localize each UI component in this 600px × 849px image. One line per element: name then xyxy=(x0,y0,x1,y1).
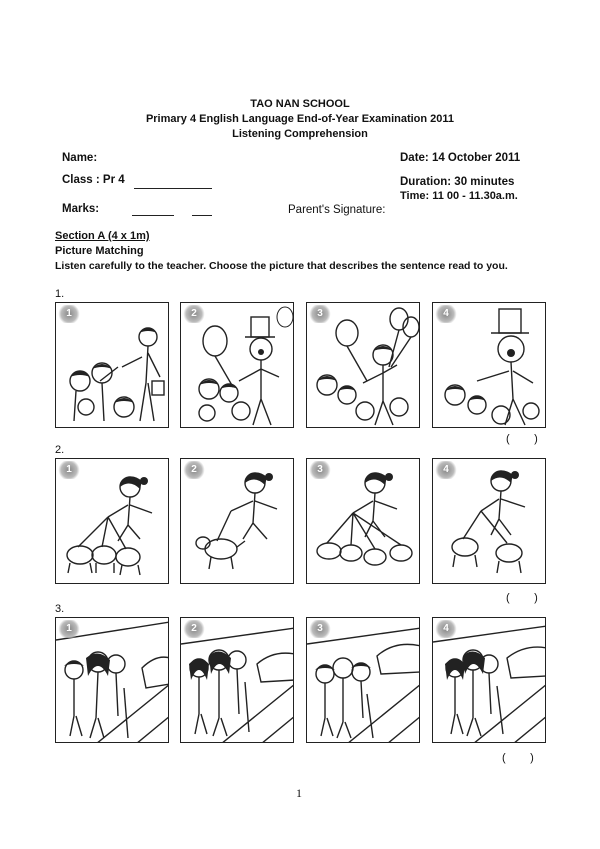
question-number: 2. xyxy=(55,444,65,456)
class-blank xyxy=(134,187,212,189)
picture-number: 4 xyxy=(435,620,457,638)
q2-picture-4[interactable] xyxy=(432,458,546,584)
school-name: TAO NAN SCHOOL xyxy=(250,98,350,110)
exam-title: Primary 4 English Language End-of-Year Examination 2011 xyxy=(145,113,455,125)
section-subtitle: Picture Matching xyxy=(55,245,144,257)
q3-picture-1[interactable] xyxy=(55,617,169,743)
picture-number: 4 xyxy=(435,305,457,323)
picture-number: 3 xyxy=(309,461,331,479)
duration-text: Duration: 30 minutes xyxy=(400,176,515,188)
q1-picture-4[interactable] xyxy=(432,302,546,428)
section-instruction: Listen carefully to the teacher. Choose the picture that describes the sentence read to you. xyxy=(55,260,508,272)
q2-picture-1[interactable] xyxy=(55,458,169,584)
date-text: Date: 14 October 2011 xyxy=(400,152,521,164)
picture-number: 1 xyxy=(58,305,80,323)
marks-blank-1 xyxy=(132,214,174,216)
picture-number: 3 xyxy=(309,305,331,323)
name-label: Name: xyxy=(62,152,98,164)
picture-number: 4 xyxy=(435,461,457,479)
picture-number: 3 xyxy=(309,620,331,638)
q1-picture-1[interactable] xyxy=(55,302,169,428)
marks-label: Marks: xyxy=(62,203,100,215)
class-label: Class : Pr 4 xyxy=(62,174,125,186)
q2-picture-3[interactable] xyxy=(306,458,420,584)
answer-bracket[interactable]: ( ) xyxy=(506,433,538,445)
q1-picture-3[interactable] xyxy=(306,302,420,428)
q3-picture-2[interactable] xyxy=(180,617,294,743)
q3-picture-3[interactable] xyxy=(306,617,420,743)
section-title: Section A (4 x 1m) xyxy=(55,230,150,242)
picture-number: 1 xyxy=(58,461,80,479)
paper-title: Listening Comprehension xyxy=(232,128,368,140)
q3-picture-4[interactable] xyxy=(432,617,546,743)
q1-picture-2[interactable] xyxy=(180,302,294,428)
q2-picture-2[interactable] xyxy=(180,458,294,584)
question-number: 3. xyxy=(55,603,65,615)
marks-blank-2 xyxy=(192,214,212,216)
question-number: 1. xyxy=(55,288,65,300)
answer-bracket[interactable]: ( ) xyxy=(502,752,534,764)
picture-number: 1 xyxy=(58,620,80,638)
parent-signature-label: Parent's Signature: xyxy=(288,204,386,216)
time-text: Time: 11 00 - 11.30a.m. xyxy=(400,190,518,202)
picture-number: 2 xyxy=(183,305,205,323)
picture-number: 2 xyxy=(183,620,205,638)
answer-bracket[interactable]: ( ) xyxy=(506,592,538,604)
page-number: 1 xyxy=(296,786,302,800)
picture-number: 2 xyxy=(183,461,205,479)
